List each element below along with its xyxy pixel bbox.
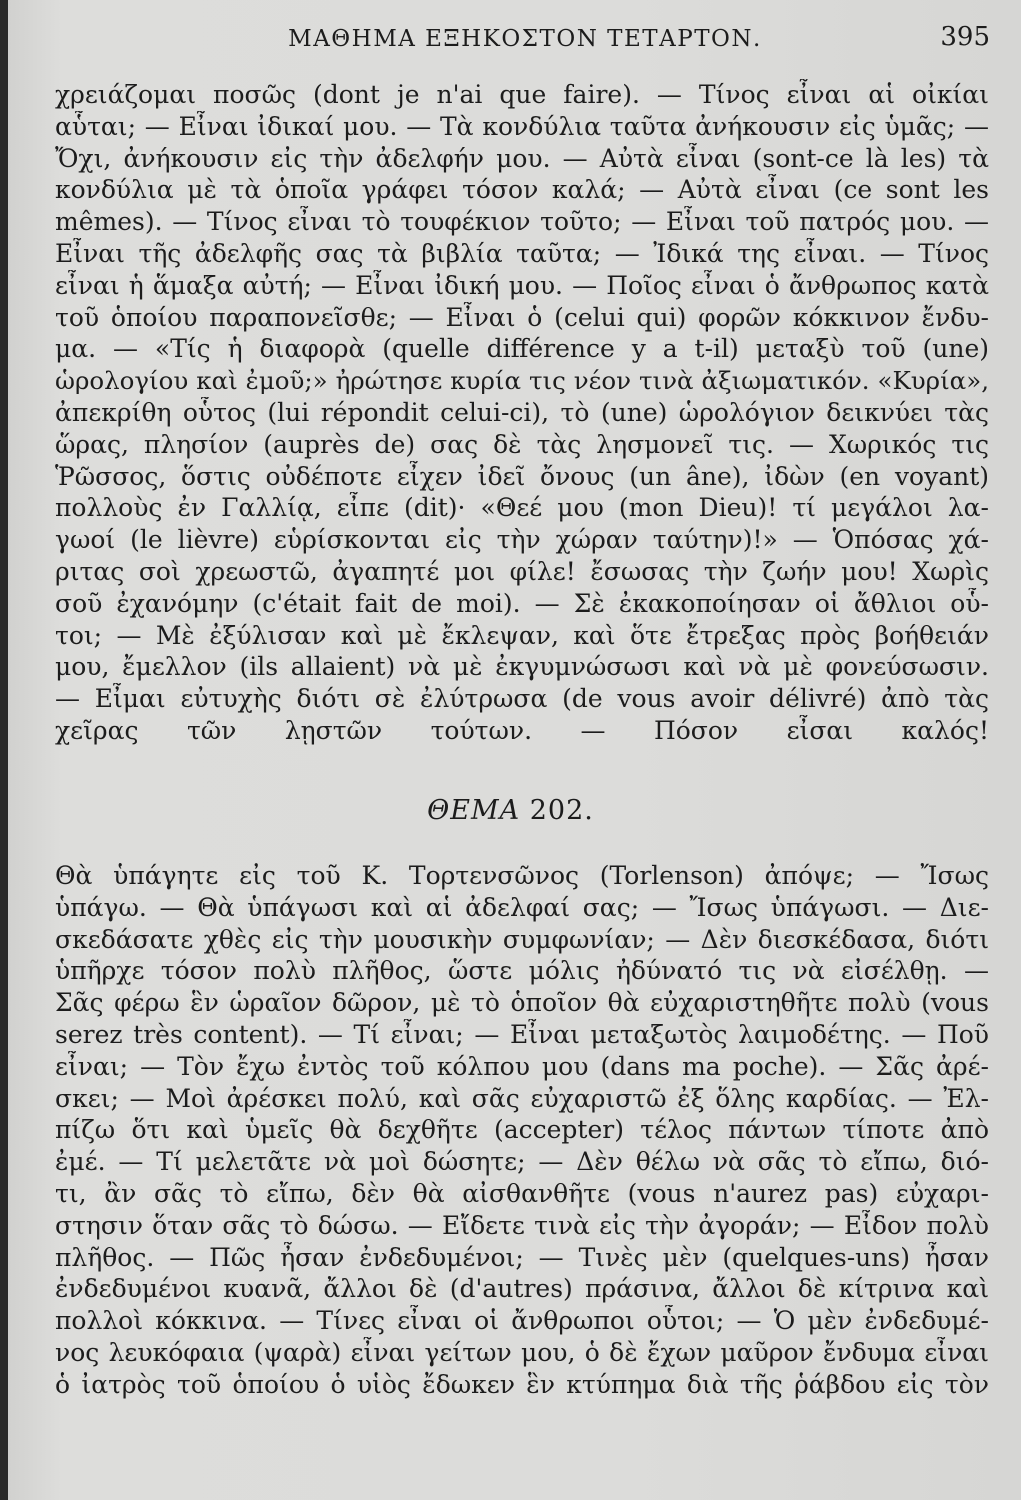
text-line: γωοί (le lièvre) εὑρίσκονται εἰς τὴν χώραν ταύτην)!» — Ὁπόσας χά- — [55, 525, 989, 555]
text-line: νος λευκόφαια (ψαρὰ) εἶναι γείτων μου, ὁ δὲ ἔχων μαῦρον ἔνδυμα εἶναι — [55, 1337, 989, 1367]
text-line: αὗται; — Εἶναι ἰδικαί μου. — Τὰ κονδύλια ταῦτα ἀνήκουσιν εἰς ὑμᾶς; — — [55, 111, 989, 141]
text-line: ὑπάγω. — Θὰ ὑπάγωσι καὶ αἱ ἀδελφαί σας; — Ἴσως ὑπάγωσι. — Διε- — [55, 892, 989, 922]
text-line: κονδύλια μὲ τὰ ὁποῖα γράφει τόσον καλά; — Αὐτὰ εἶναι (ce sont les — [55, 175, 989, 205]
text-line: σοῦ ἐχανόμην (c'était fait de moi). — Σὲ ἐκακοποίησαν οἱ ἄθλιοι οὗ- — [55, 588, 989, 618]
text-line: πολλοὶ κόκκινα. — Τίνες εἶναι οἱ ἄνθρωποι οὗτοι; — Ὁ μὲν ἐνδεδυμέ- — [55, 1306, 989, 1336]
text-line: τοῦ ὁποίου παραπονεῖσθε; — Εἶναι ὁ (celui qui) φορῶν κόκκινον ἔνδυ- — [55, 302, 989, 332]
page-number: 395 — [940, 22, 990, 52]
text-line: Εἶναι τῆς ἀδελφῆς σας τὰ βιβλία ταῦτα; — Ἰδικά της εἶναι. — Τίνος — [55, 238, 989, 268]
text-line: σκεδάσατε χθὲς εἰς τὴν μουσικὴν συμφωνίαν; — Δὲν διεσκέδασα, διότι — [55, 924, 989, 954]
text-line: ὥρας, πλησίον (auprès de) σας δὲ τὰς λησμονεῖ τις. — Χωρικός τις — [55, 429, 989, 459]
text-line: ἐμέ. — Τί μελετᾶτε νὰ μοὶ δώσητε; — Δὲν θέλω νὰ σᾶς τὸ εἴπω, διό- — [55, 1147, 989, 1177]
text-line: Ῥῶσσος, ὅστις οὐδέποτε εἶχεν ἰδεῖ ὄνους (un âne), ἰδὼν (en voyant) — [55, 461, 989, 491]
section-heading — [0, 795, 1021, 826]
text-line: εἶναι ἡ ἅμαξα αὐτή; — Εἶναι ἰδική μου. — Ποῖος εἶναι ὁ ἄνθρωπος κατὰ — [55, 270, 989, 300]
text-line: mêmes). — Τίνος εἶναι τὸ τουφέκιον τοῦτο; — Εἶναι τοῦ πατρός μου. — — [55, 207, 989, 237]
section-heading-number: 202. — [529, 795, 594, 826]
text-line: μου, ἔμελλον (ils allaient) νὰ μὲ ἐκγυμνώσωσι καὶ νὰ μὲ φονεύσωσιν. — [55, 652, 989, 682]
text-block-lesson — [55, 79, 989, 747]
text-line: χεῖρας τῶν λῃστῶν τούτων. — Πόσον εἶσαι καλός! — [55, 715, 989, 745]
text-line: εἶναι; — Τὸν ἔχω ἐντὸς τοῦ κόλπου μου (dans ma poche). — Σᾶς ἀρέ- — [55, 1051, 989, 1081]
text-line: ὑπῆρχε τόσον πολὺ πλῆθος, ὥστε μόλις ἠδύνατό τις νὰ εἰσέλθῃ. — — [55, 956, 989, 986]
text-line: ὁ ἰατρὸς τοῦ ὁποίου ὁ υἱὸς ἔδωκεν ἓν κτύπημα διὰ τῆς ῥάβδου εἰς τὸν — [55, 1369, 989, 1399]
text-block-exercise — [55, 860, 989, 1401]
text-line: ἀπεκρίθη οὗτος (lui répondit celui-ci), τὸ (une) ὡρολόγιον δεικνύει τὰς — [55, 397, 989, 427]
text-line: πολλοὺς ἐν Γαλλίᾳ, εἶπε (dit)· «Θεέ μου (mon Dieu)! τί μεγάλοι λα- — [55, 493, 989, 523]
text-line: πλῆθος. — Πῶς ἦσαν ἐνδεδυμένοι; — Τινὲς μὲν (quelques-uns) ἦσαν — [55, 1242, 989, 1272]
text-line: τοι; — Μὲ ἐξύλισαν καὶ μὲ ἔκλεψαν, καὶ ὅτε ἔτρεξας πρὸς βοήθειάν — [55, 620, 989, 650]
running-title: ΜΑΘΗΜΑ ΕΞΗΚΟΣΤΟΝ ΤΕΤΑΡΤΟΝ. — [288, 26, 762, 52]
text-line: ὡρολογίου καὶ ἐμοῦ;» ἠρώτησε κυρία τις νέον τινὰ ἀξιωματικόν. «Κυρία», — [55, 366, 989, 396]
text-line: Ὄχι, ἀνήκουσιν εἰς τὴν ἀδελφήν μου. — Αὐτὰ εἶναι (sont-ce là les) τὰ — [55, 143, 989, 173]
text-line: serez très content). — Τί εἶναι; — Εἶναι μεταξωτὸς λαιμοδέτης. — Ποῦ — [55, 1019, 989, 1049]
page-edge-shadow — [0, 0, 8, 1500]
text-line: τι, ἂν σᾶς τὸ εἴπω, δὲν θὰ αἰσθανθῆτε (vous n'aurez pas) εὐχαρι- — [55, 1178, 989, 1208]
text-line: στησιν ὅταν σᾶς τὸ δώσω. — Εἴδετε τινὰ εἰς τὴν ἀγοράν; — Εἶδον πολὺ — [55, 1210, 989, 1240]
text-line: — Εἶμαι εὐτυχὴς διότι σὲ ἐλύτρωσα (de vous avoir délivré) ἀπὸ τὰς — [55, 684, 989, 714]
text-line: ριτας σοὶ χρεωστῶ, ἀγαπητέ μοι φίλε! ἔσωσας τὴν ζωήν μου! Χωρὶς — [55, 556, 989, 586]
text-line: μα. — «Τίς ἡ διαφορὰ (quelle différence y a t-il) μεταξὺ τοῦ (une) — [55, 334, 989, 364]
text-line: χρειάζομαι ποσῶς (dont je n'ai que faire). — Τίνος εἶναι αἱ οἰκίαι — [55, 80, 989, 109]
page-header — [60, 20, 990, 64]
text-line: Θὰ ὑπάγητε εἰς τοῦ Κ. Τορτενσῶνος (Torlenson) ἀπόψε; — Ἴσως — [55, 861, 989, 890]
section-heading-label: ΘΕΜΑ — [427, 795, 521, 826]
text-line: ἐνδεδυμένοι κυανᾶ, ἄλλοι δὲ (d'autres) πράσινα, ἄλλοι δὲ κίτρινα καὶ — [55, 1274, 989, 1304]
text-line: σκει; — Μοὶ ἀρέσκει πολύ, καὶ σᾶς εὐχαριστῶ ἐξ ὅλης καρδίας. — Ἐλ- — [55, 1083, 989, 1113]
text-line: πίζω ὅτι καὶ ὑμεῖς θὰ δεχθῆτε (accepter) τέλος πάντων τίποτε ἀπὸ — [55, 1115, 989, 1145]
text-line: Σᾶς φέρω ἓν ὡραῖον δῶρον, μὲ τὸ ὁποῖον θὰ εὐχαριστηθῆτε πολὺ (vous — [55, 988, 989, 1018]
